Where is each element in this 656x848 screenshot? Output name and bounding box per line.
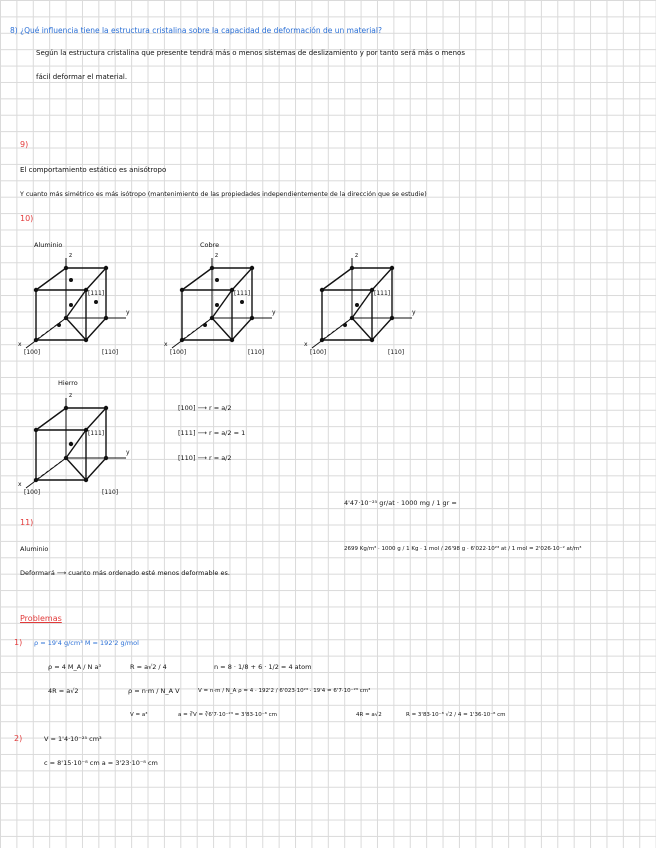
cube-diagram-aluminio [14,250,154,360]
answer-9-line1: El comportamiento estático es anisótropo [20,166,167,174]
problem-1-formula-atoms: n = 8 · 1/8 + 6 · 1/2 = 4 atom [214,663,312,671]
problem-1-formula-radius: R = a√2 / 4 [130,663,167,671]
axis-y-label: y [126,449,130,456]
direction-100-label: [100] [310,349,327,356]
problem-1-formula-density: ρ = 4 M_A / N a³ [48,663,102,671]
direction-110-label: [110] [248,349,265,356]
cube-diagram-third [300,250,440,360]
question-11-number: 11) [20,518,34,527]
answer-8-line1: Según la estructura cristalina que presente tendrá más o menos sistemas de deslizamiento y por tanto será más o menos [36,49,465,57]
answer-9-line2: Y cuanto más simétrico es más isótropo (mantenimiento de las propiedades independientemente de la dirección que se estudie) [20,191,427,198]
cube-diagram-cobre [160,250,300,360]
axis-z-label: z [69,252,73,259]
axis-y-label: y [272,309,276,316]
direction-111-label: [111] [88,290,105,297]
direction-result: r = a/2 [208,404,232,412]
direction-code: [110] [178,454,196,462]
axis-y-label: y [412,309,416,316]
direction-111-label: [111] [88,430,105,437]
axis-z-label: z [69,392,73,399]
direction-100-label: [100] [24,349,41,356]
arrow-right-icon: ⟶ [197,404,209,412]
axis-z-label: z [355,252,359,259]
axis-x-label: x [18,481,22,488]
problem-1-density-eq: ρ = n·m / N_A V [128,687,180,695]
q11-conclusion: Deformará ⟶ cuanto más ordenado esté menos deformable es. [20,569,230,577]
question-8: 8) ¿Qué influencia tiene la estructura cristalina sobre la capacidad de deformación de un material? [10,26,382,35]
problem-1-volume-cube: V = a³ [130,712,148,718]
problem-2-number: 2) [14,734,23,743]
direction-result: r = a/2 [208,454,232,462]
axis-x-label: x [304,341,308,348]
cube-diagram-hierro [14,390,154,500]
direction-code: [100] [178,404,196,412]
axis-x-label: x [164,341,168,348]
q11-equation: 2699 Kg/m³ · 1000 g / 1 Kg · 1 mol / 26'98 g · 6'022·10²³ at / 1 mol = 2'026·10⁻² at/m³ [344,546,582,552]
q11-conversion-top: 4'47·10⁻²⁵ gr/at · 1000 mg / 1 gr = [344,499,457,507]
direction-100-label: [100] [24,489,41,496]
cube-label-aluminio: Aluminio [34,241,63,249]
direction-code: [111] [178,429,196,437]
question-10-number: 10) [20,214,34,223]
direction-110-label: [110] [388,349,405,356]
direction-100-row [178,403,232,413]
direction-110-label: [110] [102,349,119,356]
cube-label-cobre: Cobre [200,241,220,249]
direction-result: r = a/2 = 1 [208,429,246,437]
direction-100-label: [100] [170,349,187,356]
direction-110-row [178,453,232,463]
q11-subject: Aluminio [20,545,49,553]
direction-110-label: [110] [102,489,119,496]
arrow-right-icon: ⟶ [197,429,209,437]
direction-111-label: [111] [234,290,251,297]
arrow-right-icon: ⟶ [197,454,209,462]
axis-x-label: x [18,341,22,348]
axis-y-label: y [126,309,130,316]
cube-label-hierro: Hierro [58,379,78,387]
answer-8-line2: fácil deformar el material. [36,73,128,81]
problem-1-number: 1) [14,638,23,647]
problem-1-data: ρ = 19'4 g/cm³ M = 192'2 g/mol [34,639,139,647]
problems-title: Problemas [20,614,62,623]
problem-1-relation: 4R = a√2 [48,687,79,695]
problem-1-edge-calc: a = ∛V = ∛6'7·10⁻²³ = 3'83·10⁻⁸ cm [178,712,278,718]
direction-111-label: [111] [374,290,391,297]
problem-2-volume: V = 1'4·10⁻²⁵ cm³ [44,735,102,743]
axis-z-label: z [215,252,219,259]
direction-111-row [178,428,245,438]
problem-1-radius-result: R = 3'83·10⁻⁸ √2 / 4 = 1'36·10⁻⁸ cm [406,712,506,718]
problem-1-volume-calc: V = n·m / N_A ρ = 4 · 192'2 / 6'023·10²³ · 19'4 = 6'7·10⁻²³ cm³ [198,688,371,694]
question-9-number: 9) [20,140,29,149]
problem-2-parameters: c = 8'15·10⁻⁸ cm a = 3'23·10⁻⁸ cm [44,759,158,767]
problem-1-radius-relation: 4R = a√2 [356,712,382,718]
